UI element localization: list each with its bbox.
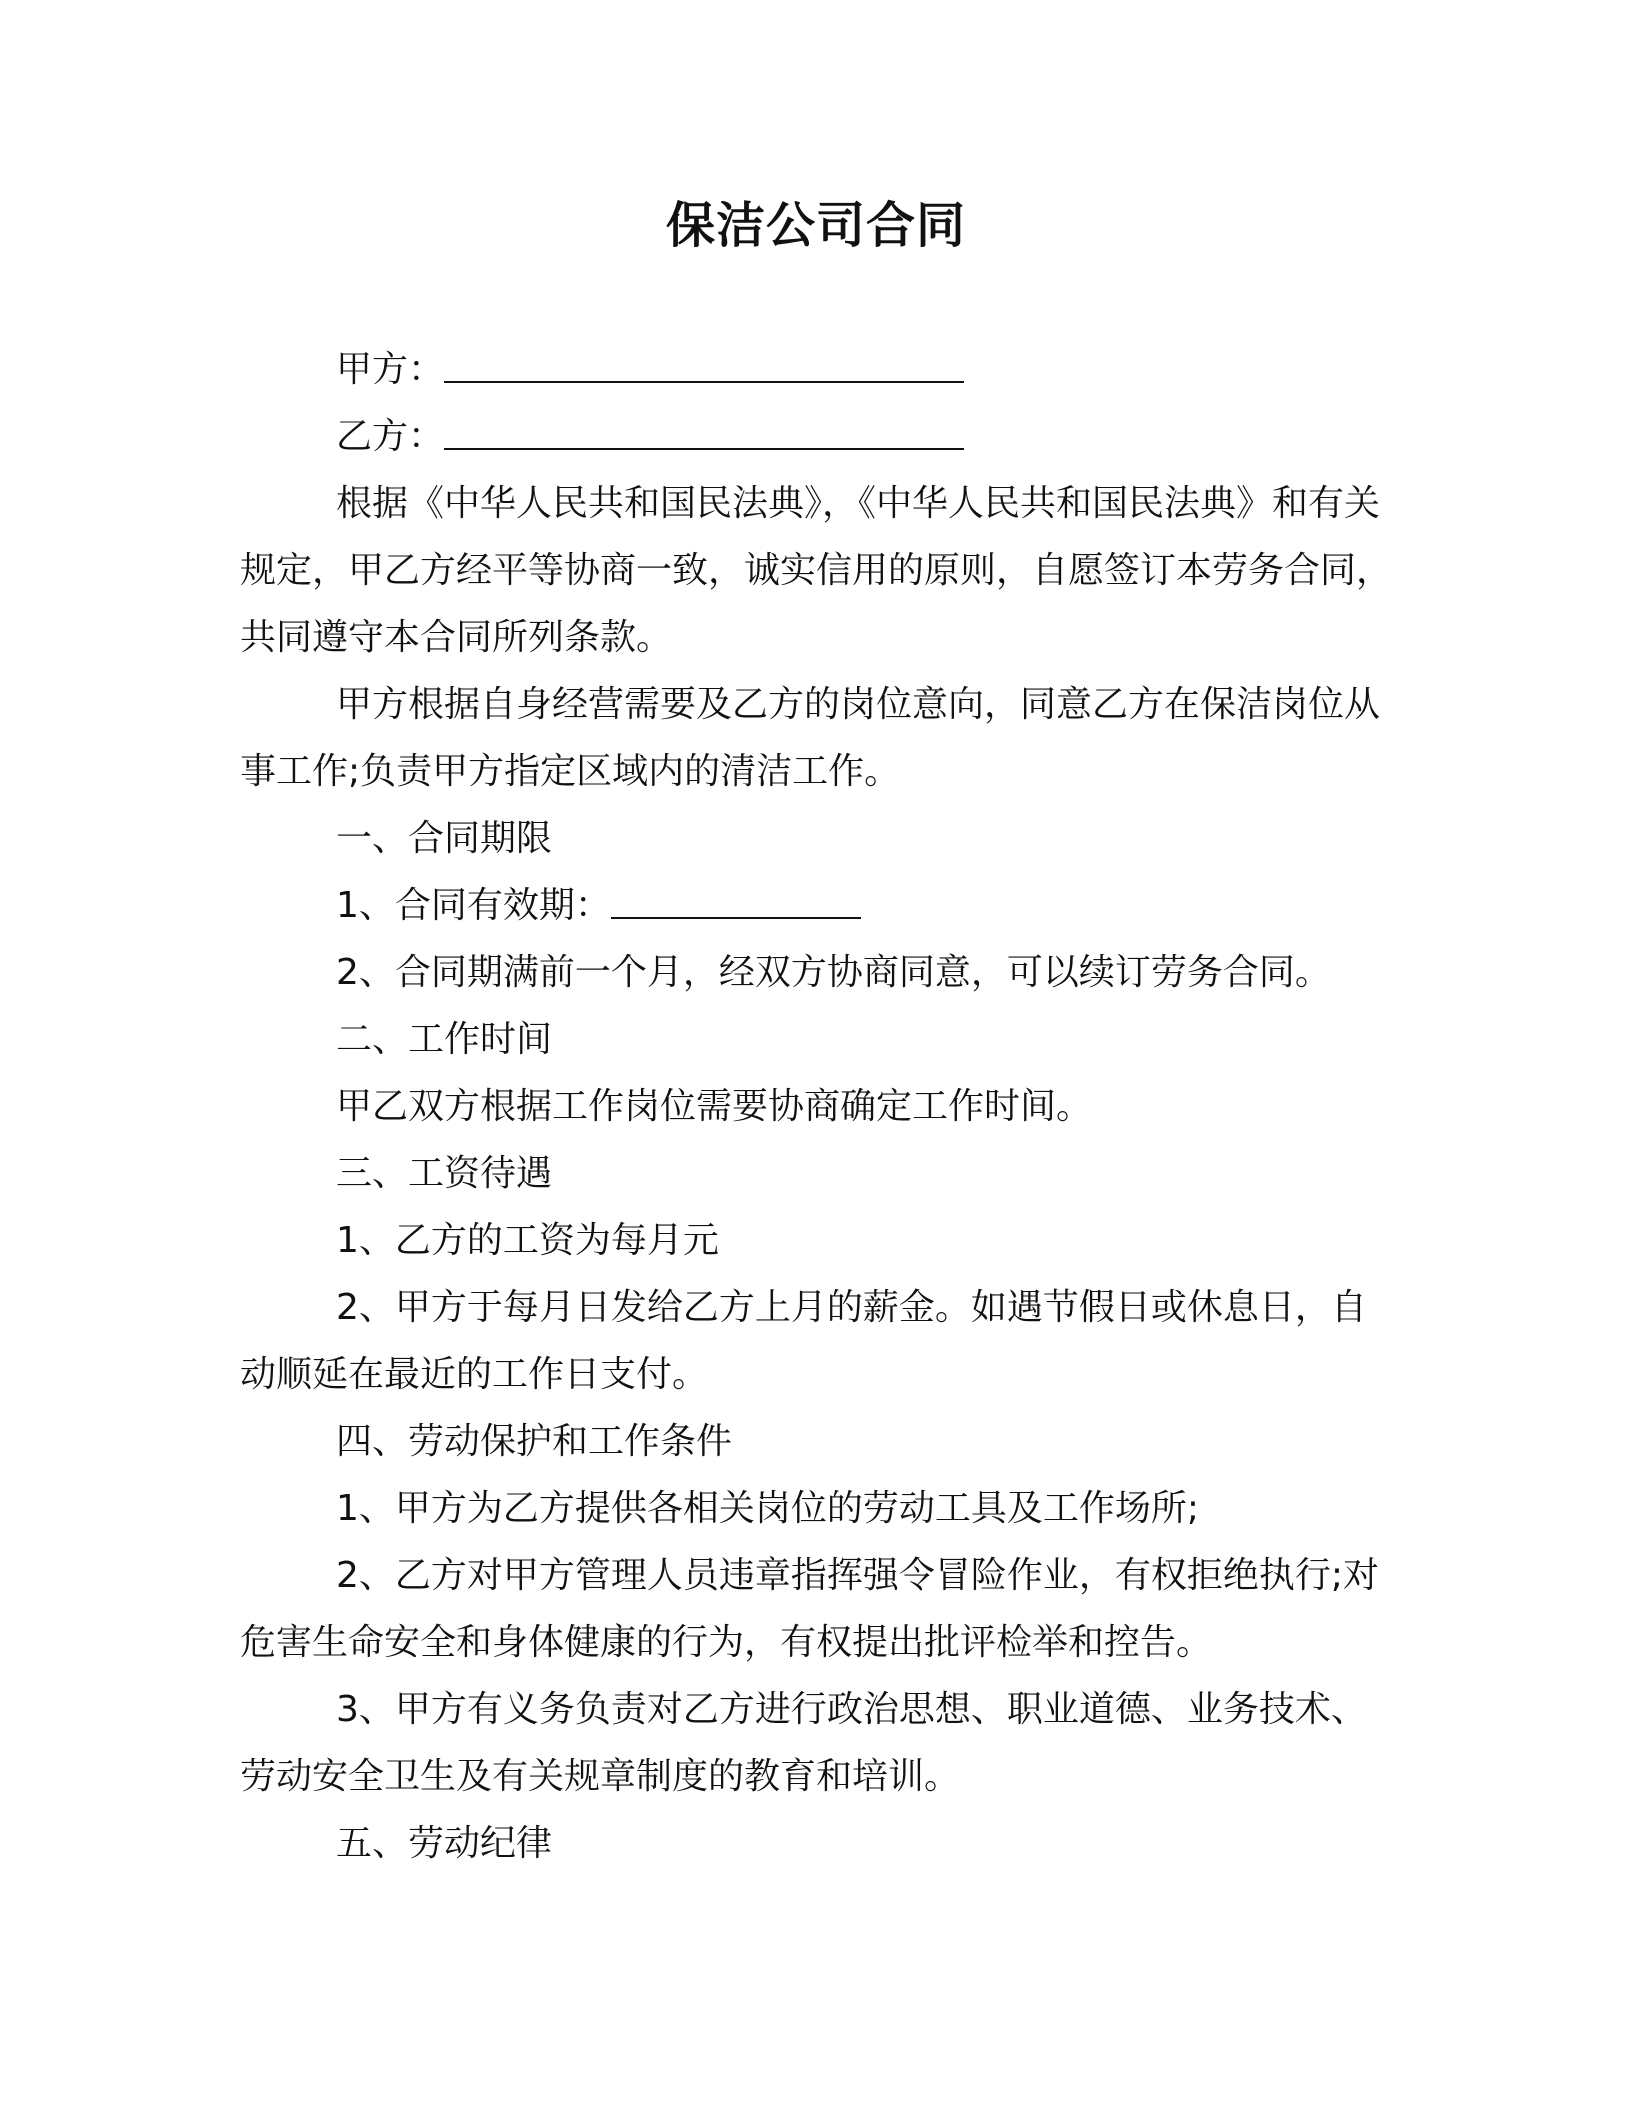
renewal-paragraph: 2、合同期满前一个月，经双方协商同意，可以续订劳务合同。 [336, 952, 1331, 993]
party-b-line [240, 403, 1392, 470]
intro-paragraph: 根据《中华人民共和国民法典》，《中华人民共和国民法典》和有关规定，甲乙方经平等协商一致，诚实信用的原则，自愿签订本劳务合同，共同遵守本合同所列条款。 [240, 483, 1393, 658]
party-b-blank [444, 418, 964, 450]
payday-paragraph: 2、甲方于每月日发给乙方上月的薪金。如遇节假日或休息日，自动顺延在最近的工作日支付。 [240, 1287, 1367, 1395]
section-4-heading: 四、劳动保护和工作条件 [336, 1421, 733, 1462]
party-a-blank [444, 351, 964, 383]
section-1-heading: 一、合同期限 [336, 818, 553, 859]
term-line [240, 872, 1392, 939]
scope-paragraph: 甲方根据自身经营需要及乙方的岗位意向，同意乙方在保洁岗位从事工作;负责甲方指定区域内的清洁工作。 [240, 684, 1381, 792]
section-2-heading: 二、工作时间 [336, 1019, 553, 1060]
refusal-paragraph: 2、乙方对甲方管理人员违章指挥强令冒险作业，有权拒绝执行;对危害生命安全和身体健康的行为，有权提出批评检举和控告。 [240, 1555, 1380, 1663]
party-b-label: 乙方： [336, 416, 445, 457]
term-label: 1、合同有效期： [336, 885, 611, 926]
work-time-paragraph: 甲乙双方根据工作岗位需要协商确定工作时间。 [336, 1086, 1093, 1127]
salary-paragraph: 1、乙方的工资为每月元 [336, 1220, 719, 1261]
section-5-heading: 五、劳动纪律 [336, 1823, 553, 1864]
party-a-line [240, 336, 1392, 403]
document-title: 保洁公司合同 [665, 197, 966, 254]
document-body [240, 336, 1392, 1877]
section-3-heading: 三、工资待遇 [336, 1153, 553, 1194]
term-blank [611, 887, 861, 919]
tools-paragraph: 1、甲方为乙方提供各相关岗位的劳动工具及工作场所; [336, 1488, 1200, 1529]
party-a-label: 甲方： [336, 349, 445, 390]
training-paragraph: 3、甲方有义务负责对乙方进行政治思想、职业道德、业务技术、劳动安全卫生及有关规章制度的教育和培训。 [240, 1689, 1367, 1797]
